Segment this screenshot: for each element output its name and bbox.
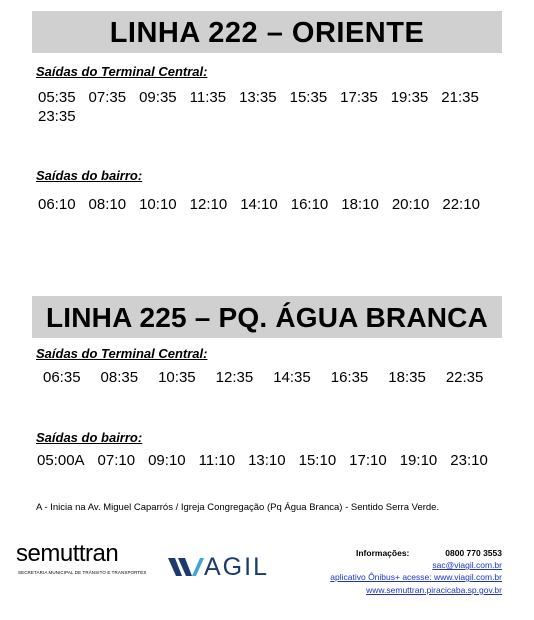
departure-time: 07:10 xyxy=(97,452,136,469)
departure-time: 06:35 xyxy=(43,369,81,386)
line-225-terminal-label: Saídas do Terminal Central: xyxy=(36,346,208,361)
departure-time: 05:35 xyxy=(38,89,76,106)
departure-time: 16:35 xyxy=(330,369,369,386)
line-225-bairro-label: Saídas do bairro: xyxy=(36,430,143,445)
departure-time: 14:10 xyxy=(240,196,278,213)
line-225-bairro-times xyxy=(37,452,501,469)
line-222-terminal-times xyxy=(38,88,508,126)
departure-time: 21:35 xyxy=(441,89,479,106)
website-link[interactable]: www.semuttran.piracicaba.sp.gov.br xyxy=(366,585,502,595)
departure-time: 15:35 xyxy=(289,89,328,106)
departure-time: 11:35 xyxy=(189,89,227,106)
line-222-bairro-times xyxy=(38,196,493,213)
app-link[interactable]: aplicativo Ônibus+ acesse: www.viagil.com.br xyxy=(330,572,502,582)
line-225-title: LINHA 225 – PQ. ÁGUA BRANCA xyxy=(32,296,502,338)
departure-time: 18:10 xyxy=(341,196,379,213)
departure-time: 10:10 xyxy=(139,196,177,213)
departure-time: 22:10 xyxy=(442,196,480,213)
departure-time: 17:35 xyxy=(340,89,378,106)
viagil-chevron-icon xyxy=(168,554,204,582)
departure-time: 13:10 xyxy=(248,452,286,469)
departure-time: 23:35 xyxy=(38,108,76,125)
line-222-terminal-label: Saídas do Terminal Central: xyxy=(36,64,208,79)
departure-time: 12:10 xyxy=(189,196,228,213)
departure-time: 07:35 xyxy=(88,89,127,106)
departure-time: 15:10 xyxy=(298,452,337,469)
departure-time: 17:10 xyxy=(349,452,387,469)
line-225-terminal-times xyxy=(43,369,503,386)
departure-time: 09:10 xyxy=(148,452,186,469)
departure-time: 12:35 xyxy=(215,369,254,386)
departure-time: 22:35 xyxy=(445,369,484,386)
departure-time: 05:00A xyxy=(37,452,85,469)
semuttran-subtitle: SECRETARIA MUNICIPAL DE TRÂNSITO E TRANSPORTES xyxy=(18,570,147,575)
departure-time: 23:10 xyxy=(450,452,488,469)
departure-time: 18:35 xyxy=(388,369,426,386)
line-222-bairro-label: Saídas do bairro: xyxy=(36,168,143,183)
phone-number: 0800 770 3553 xyxy=(445,548,502,558)
viagil-logo xyxy=(168,552,298,582)
departure-time: 14:35 xyxy=(273,369,311,386)
semuttran-logo xyxy=(16,540,154,580)
departure-time: 11:10 xyxy=(198,452,236,469)
departure-time: 10:35 xyxy=(158,369,196,386)
departure-time: 06:10 xyxy=(38,196,76,213)
departure-time: 08:35 xyxy=(100,369,139,386)
departure-time: 09:35 xyxy=(139,89,177,106)
departure-time: 19:10 xyxy=(399,452,438,469)
line-222-title: LINHA 222 – ORIENTE xyxy=(32,11,502,53)
departure-time: 08:10 xyxy=(88,196,127,213)
email-link[interactable]: sac@viagil.com.br xyxy=(432,560,502,570)
info-label: Informações: xyxy=(356,548,410,558)
departure-time: 20:10 xyxy=(391,196,430,213)
departure-time: 16:10 xyxy=(290,196,329,213)
footnote: A - Inicia na Av. Miguel Caparrós / Igreja Congregação (Pq Água Branca) - Sentido Serra Verde. xyxy=(36,502,440,513)
departure-time: 19:35 xyxy=(390,89,429,106)
semuttran-wordmark: semuttran xyxy=(16,540,119,567)
departure-time: 13:35 xyxy=(239,89,277,106)
viagil-wordmark: AGIL xyxy=(204,553,269,581)
